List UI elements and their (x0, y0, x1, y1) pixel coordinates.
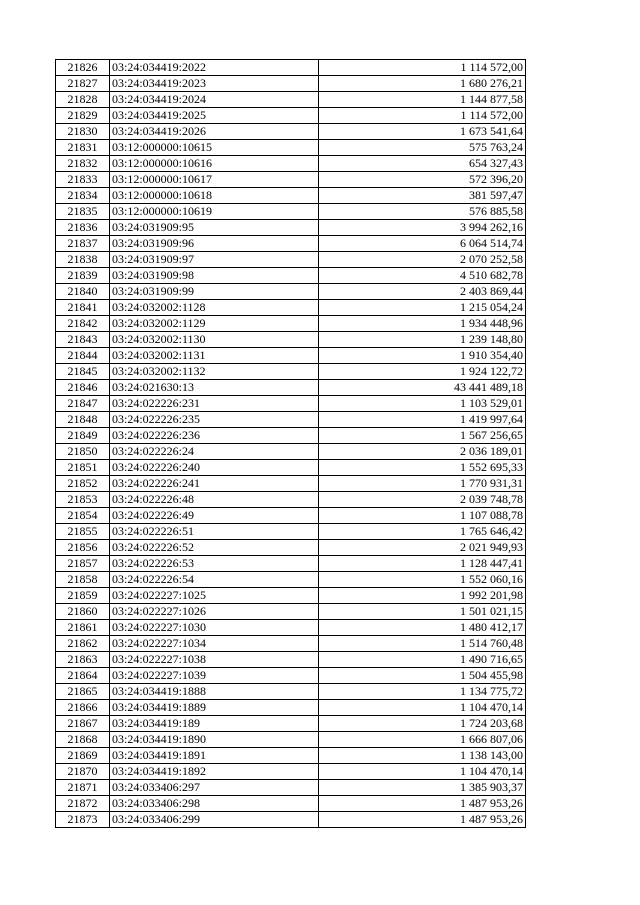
value-cell: 1 239 148,80 (319, 332, 526, 348)
table-row (56, 604, 526, 620)
table-row (56, 156, 526, 172)
table-body (56, 60, 526, 828)
cadastral-number-cell: 03:24:031909:98 (110, 268, 319, 284)
cadastral-number-cell: 03:24:031909:95 (110, 220, 319, 236)
value-cell: 1 724 203,68 (319, 716, 526, 732)
value-cell: 1 114 572,00 (319, 60, 526, 76)
table-row (56, 92, 526, 108)
cadastral-number-cell: 03:24:034419:2026 (110, 124, 319, 140)
row-number-cell: 21852 (56, 476, 110, 492)
row-number-cell: 21845 (56, 364, 110, 380)
value-cell: 2 021 949,93 (319, 540, 526, 556)
table-row (56, 348, 526, 364)
cadastral-number-cell: 03:12:000000:10619 (110, 204, 319, 220)
table-row (56, 316, 526, 332)
value-cell: 1 114 572,00 (319, 108, 526, 124)
cadastral-number-cell: 03:24:033406:297 (110, 780, 319, 796)
cadastral-number-cell: 03:24:022227:1034 (110, 636, 319, 652)
value-cell: 1 419 997,64 (319, 412, 526, 428)
cadastral-number-cell: 03:24:022226:54 (110, 572, 319, 588)
cadastral-number-cell: 03:24:034419:1892 (110, 764, 319, 780)
table-row (56, 652, 526, 668)
table-row (56, 252, 526, 268)
row-number-cell: 21847 (56, 396, 110, 412)
table-row (56, 588, 526, 604)
row-number-cell: 21830 (56, 124, 110, 140)
table-row (56, 300, 526, 316)
cadastral-number-cell: 03:24:034419:189 (110, 716, 319, 732)
row-number-cell: 21873 (56, 812, 110, 828)
value-cell: 1 765 646,42 (319, 524, 526, 540)
cadastral-number-cell: 03:24:034419:2022 (110, 60, 319, 76)
cadastral-number-cell: 03:24:034419:2025 (110, 108, 319, 124)
value-cell: 575 763,24 (319, 140, 526, 156)
row-number-cell: 21854 (56, 508, 110, 524)
value-cell: 572 396,20 (319, 172, 526, 188)
row-number-cell: 21850 (56, 444, 110, 460)
value-cell: 1 385 903,37 (319, 780, 526, 796)
table-row (56, 732, 526, 748)
cadastral-number-cell: 03:24:022226:240 (110, 460, 319, 476)
row-number-cell: 21856 (56, 540, 110, 556)
value-cell: 2 403 869,44 (319, 284, 526, 300)
value-cell: 1 552 695,33 (319, 460, 526, 476)
cadastral-number-cell: 03:24:034419:1889 (110, 700, 319, 716)
value-cell: 1 666 807,06 (319, 732, 526, 748)
row-number-cell: 21851 (56, 460, 110, 476)
value-cell: 1 134 775,72 (319, 684, 526, 700)
row-number-cell: 21859 (56, 588, 110, 604)
row-number-cell: 21857 (56, 556, 110, 572)
row-number-cell: 21860 (56, 604, 110, 620)
row-number-cell: 21834 (56, 188, 110, 204)
cadastral-number-cell: 03:24:031909:99 (110, 284, 319, 300)
row-number-cell: 21848 (56, 412, 110, 428)
table-row (56, 268, 526, 284)
row-number-cell: 21836 (56, 220, 110, 236)
table-row (56, 508, 526, 524)
row-number-cell: 21829 (56, 108, 110, 124)
value-cell: 1 138 143,00 (319, 748, 526, 764)
cadastral-number-cell: 03:24:022227:1038 (110, 652, 319, 668)
cadastral-number-cell: 03:24:032002:1132 (110, 364, 319, 380)
table-row (56, 332, 526, 348)
table-row (56, 460, 526, 476)
cadastral-number-cell: 03:24:022226:49 (110, 508, 319, 524)
table-row (56, 236, 526, 252)
value-cell: 1 924 122,72 (319, 364, 526, 380)
table-row (56, 428, 526, 444)
value-cell: 1 501 021,15 (319, 604, 526, 620)
cadastral-number-cell: 03:24:034419:1890 (110, 732, 319, 748)
cadastral-number-cell: 03:24:022226:231 (110, 396, 319, 412)
value-cell: 2 039 748,78 (319, 492, 526, 508)
value-cell: 1 103 529,01 (319, 396, 526, 412)
cadastral-number-cell: 03:24:022227:1026 (110, 604, 319, 620)
row-number-cell: 21833 (56, 172, 110, 188)
cadastral-number-cell: 03:24:022227:1030 (110, 620, 319, 636)
value-cell: 1 104 470,14 (319, 764, 526, 780)
table-row (56, 572, 526, 588)
table-row (56, 748, 526, 764)
value-cell: 43 441 489,18 (319, 380, 526, 396)
row-number-cell: 21864 (56, 668, 110, 684)
cadastral-number-cell: 03:24:021630:13 (110, 380, 319, 396)
table-row (56, 412, 526, 428)
value-cell: 1 934 448,96 (319, 316, 526, 332)
value-cell: 654 327,43 (319, 156, 526, 172)
table-row (56, 380, 526, 396)
cadastral-number-cell: 03:24:022226:53 (110, 556, 319, 572)
cadastral-number-cell: 03:24:032002:1131 (110, 348, 319, 364)
table-row (56, 636, 526, 652)
row-number-cell: 21842 (56, 316, 110, 332)
value-cell: 1 480 412,17 (319, 620, 526, 636)
row-number-cell: 21869 (56, 748, 110, 764)
value-cell: 1 490 716,65 (319, 652, 526, 668)
row-number-cell: 21835 (56, 204, 110, 220)
table-row (56, 540, 526, 556)
value-cell: 381 597,47 (319, 188, 526, 204)
cadastral-number-cell: 03:24:034419:1888 (110, 684, 319, 700)
row-number-cell: 21863 (56, 652, 110, 668)
value-cell: 1 504 455,98 (319, 668, 526, 684)
table-row (56, 812, 526, 828)
table-row (56, 492, 526, 508)
table-row (56, 556, 526, 572)
row-number-cell: 21865 (56, 684, 110, 700)
value-cell: 1 144 877,58 (319, 92, 526, 108)
value-cell: 6 064 514,74 (319, 236, 526, 252)
row-number-cell: 21853 (56, 492, 110, 508)
table-row (56, 684, 526, 700)
table-row (56, 620, 526, 636)
table-row (56, 76, 526, 92)
cadastral-number-cell: 03:24:022226:52 (110, 540, 319, 556)
row-number-cell: 21868 (56, 732, 110, 748)
cadastral-number-cell: 03:12:000000:10617 (110, 172, 319, 188)
table-row (56, 220, 526, 236)
table-row (56, 188, 526, 204)
cadastral-number-cell: 03:24:022227:1039 (110, 668, 319, 684)
table-row (56, 524, 526, 540)
row-number-cell: 21828 (56, 92, 110, 108)
table-row (56, 764, 526, 780)
row-number-cell: 21872 (56, 796, 110, 812)
cadastral-number-cell: 03:24:031909:97 (110, 252, 319, 268)
table-row (56, 780, 526, 796)
cadastral-number-cell: 03:24:032002:1130 (110, 332, 319, 348)
row-number-cell: 21862 (56, 636, 110, 652)
value-cell: 1 514 760,48 (319, 636, 526, 652)
table-row (56, 716, 526, 732)
table-row (56, 108, 526, 124)
cadastral-number-cell: 03:24:032002:1129 (110, 316, 319, 332)
row-number-cell: 21870 (56, 764, 110, 780)
table-row (56, 172, 526, 188)
row-number-cell: 21866 (56, 700, 110, 716)
table-row (56, 396, 526, 412)
value-cell: 1 104 470,14 (319, 700, 526, 716)
row-number-cell: 21846 (56, 380, 110, 396)
table-row (56, 796, 526, 812)
cadastral-number-cell: 03:12:000000:10618 (110, 188, 319, 204)
cadastral-number-cell: 03:24:022226:48 (110, 492, 319, 508)
cadastral-number-cell: 03:12:000000:10616 (110, 156, 319, 172)
table-row (56, 60, 526, 76)
cadastral-number-cell: 03:24:022226:241 (110, 476, 319, 492)
row-number-cell: 21867 (56, 716, 110, 732)
table-row (56, 700, 526, 716)
row-number-cell: 21826 (56, 60, 110, 76)
value-cell: 1 107 088,78 (319, 508, 526, 524)
cadastral-number-cell: 03:24:022227:1025 (110, 588, 319, 604)
row-number-cell: 21831 (56, 140, 110, 156)
row-number-cell: 21858 (56, 572, 110, 588)
cadastral-number-cell: 03:24:022226:24 (110, 444, 319, 460)
value-cell: 1 992 201,98 (319, 588, 526, 604)
value-cell: 1 215 054,24 (319, 300, 526, 316)
row-number-cell: 21827 (56, 76, 110, 92)
table-row (56, 284, 526, 300)
row-number-cell: 21871 (56, 780, 110, 796)
value-cell: 1 680 276,21 (319, 76, 526, 92)
value-cell: 1 567 256,65 (319, 428, 526, 444)
table-row (56, 476, 526, 492)
value-cell: 1 770 931,31 (319, 476, 526, 492)
table-row (56, 140, 526, 156)
row-number-cell: 21840 (56, 284, 110, 300)
row-number-cell: 21843 (56, 332, 110, 348)
cadastral-number-cell: 03:24:031909:96 (110, 236, 319, 252)
cadastral-number-cell: 03:24:022226:51 (110, 524, 319, 540)
cadastral-number-cell: 03:24:033406:299 (110, 812, 319, 828)
value-cell: 2 070 252,58 (319, 252, 526, 268)
registry-table (55, 59, 526, 828)
cadastral-number-cell: 03:24:034419:2023 (110, 76, 319, 92)
value-cell: 4 510 682,78 (319, 268, 526, 284)
row-number-cell: 21837 (56, 236, 110, 252)
cadastral-number-cell: 03:24:032002:1128 (110, 300, 319, 316)
table-row (56, 364, 526, 380)
table-row (56, 124, 526, 140)
value-cell: 1 673 541,64 (319, 124, 526, 140)
table-row (56, 668, 526, 684)
value-cell: 1 487 953,26 (319, 796, 526, 812)
row-number-cell: 21855 (56, 524, 110, 540)
table-row (56, 204, 526, 220)
value-cell: 2 036 189,01 (319, 444, 526, 460)
row-number-cell: 21832 (56, 156, 110, 172)
cadastral-number-cell: 03:24:022226:235 (110, 412, 319, 428)
cadastral-number-cell: 03:24:034419:1891 (110, 748, 319, 764)
cadastral-number-cell: 03:24:034419:2024 (110, 92, 319, 108)
value-cell: 1 910 354,40 (319, 348, 526, 364)
cadastral-number-cell: 03:24:033406:298 (110, 796, 319, 812)
row-number-cell: 21839 (56, 268, 110, 284)
value-cell: 1 128 447,41 (319, 556, 526, 572)
row-number-cell: 21844 (56, 348, 110, 364)
table-row (56, 444, 526, 460)
value-cell: 3 994 262,16 (319, 220, 526, 236)
cadastral-number-cell: 03:12:000000:10615 (110, 140, 319, 156)
row-number-cell: 21841 (56, 300, 110, 316)
value-cell: 1 552 060,16 (319, 572, 526, 588)
cadastral-number-cell: 03:24:022226:236 (110, 428, 319, 444)
value-cell: 1 487 953,26 (319, 812, 526, 828)
row-number-cell: 21861 (56, 620, 110, 636)
row-number-cell: 21849 (56, 428, 110, 444)
row-number-cell: 21838 (56, 252, 110, 268)
value-cell: 576 885,58 (319, 204, 526, 220)
